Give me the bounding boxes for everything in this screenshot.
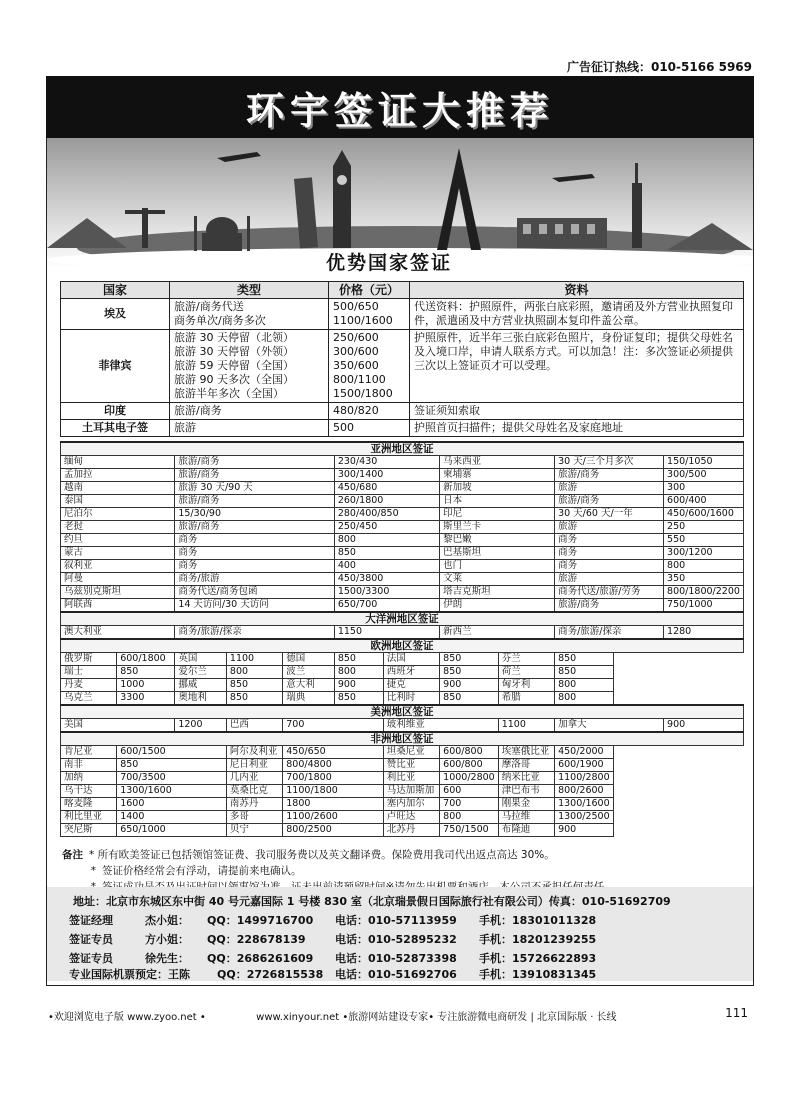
table-cell: 商务/旅游/探亲 — [555, 626, 664, 640]
table-cell: 850 — [440, 666, 499, 679]
table-row — [61, 508, 744, 521]
type-line: 旅游半年多次（全国） — [174, 387, 284, 400]
table-cell: 俄罗斯 — [61, 653, 117, 666]
price-line: 350/600 — [333, 359, 379, 372]
table-cell: 加纳 — [61, 772, 117, 785]
table-cell: 550 — [664, 534, 744, 547]
table-row — [61, 495, 744, 508]
table-row — [61, 469, 744, 482]
table-cell: 商务 — [175, 547, 335, 560]
table-cell: 英国 — [175, 653, 227, 666]
table-cell: 埃塞俄比亚 — [498, 746, 554, 759]
table-cell: 乌克兰 — [61, 692, 117, 706]
table-cell: 600/800 — [440, 759, 499, 772]
table-cell: 阿联酋 — [61, 599, 175, 613]
table-row — [61, 403, 744, 420]
table-cell: 南苏丹 — [226, 798, 282, 811]
table-cell: 赞比亚 — [383, 759, 439, 772]
table-cell: 巴西 — [226, 719, 282, 733]
table-cell: 贝宁 — [226, 824, 282, 837]
table-cell: 850 — [440, 653, 499, 666]
table-cell: 250/450 — [334, 521, 439, 534]
table-cell: 3300 — [117, 692, 175, 706]
table-cell: 瑞典 — [283, 692, 335, 706]
table-cell: 马拉维 — [498, 811, 554, 824]
table-row — [61, 679, 744, 692]
table-cell: 多哥 — [226, 811, 282, 824]
table-cell: 旅游 — [555, 521, 664, 534]
table-cell: 750/1500 — [440, 824, 499, 837]
contact-row — [69, 912, 596, 928]
table-cell: 波兰 — [283, 666, 335, 679]
table-cell: 乌干达 — [61, 785, 117, 798]
price-cell: 480/820 — [329, 403, 410, 420]
table-cell: 利比亚 — [383, 772, 439, 785]
contact-row — [69, 950, 596, 966]
table-cell: 800 — [555, 679, 614, 692]
table-row — [61, 521, 744, 534]
table-cell: 几内亚 — [226, 772, 282, 785]
header-info: 资料 — [410, 282, 744, 299]
country-cell: 菲律宾 — [61, 330, 170, 403]
table-cell: 旅游/商务 — [555, 495, 664, 508]
price-line: 250/600 — [333, 331, 379, 344]
table-cell: 1100/1800 — [283, 785, 384, 798]
table-row — [61, 759, 744, 772]
table-cell: 900 — [555, 824, 614, 837]
table-row — [61, 653, 744, 666]
table-cell: 旅游/商务 — [175, 521, 335, 534]
table-cell: 商务/旅游/探亲 — [175, 626, 335, 640]
table-cell: 津巴布韦 — [498, 785, 554, 798]
table-cell: 新西兰 — [440, 626, 555, 640]
type-line: 旅游 30 天停留（外领） — [174, 345, 294, 358]
table-cell: 芬兰 — [498, 653, 554, 666]
contact-mobile: 手机：13910831345 — [479, 968, 597, 981]
table-cell: 旅游 30 天/90 天 — [175, 482, 335, 495]
type-line: 旅游 59 天停留（全国） — [174, 359, 294, 372]
table-cell: 老挝 — [61, 521, 175, 534]
table-cell: 塔吉克斯坦 — [440, 586, 555, 599]
table-cell: 1100 — [226, 653, 282, 666]
table-cell: 蒙古 — [61, 547, 175, 560]
table-cell: 750/1000 — [664, 599, 744, 613]
type-line: 旅游 30 天停留（北领） — [174, 331, 294, 344]
contact-tel: 电话：010-51692706 — [335, 968, 457, 981]
table-cell: 800 — [334, 666, 383, 679]
table-cell: 卢旺达 — [383, 811, 439, 824]
table-cell: 15/30/90 — [175, 508, 335, 521]
table-cell: 400 — [334, 560, 439, 573]
table-row — [61, 666, 744, 679]
table-cell: 1300/1600 — [117, 785, 227, 798]
table-cell: 法国 — [383, 653, 439, 666]
table-cell: 旅游 — [555, 573, 664, 586]
table-cell: 肯尼亚 — [61, 746, 117, 759]
table-row — [61, 692, 744, 706]
table-cell: 850 — [117, 666, 175, 679]
contact-tel: 电话：010-52895232 — [335, 933, 457, 946]
section-title: 优势国家签证 — [326, 252, 453, 274]
country-cell: 土耳其电子签 — [61, 420, 170, 437]
type-line: 商务单次/商务多次 — [174, 314, 266, 327]
banner-title: 环宇签证大推荐 — [245, 88, 554, 133]
table-cell: 900 — [664, 719, 744, 733]
table-cell: 爱尔兰 — [175, 666, 227, 679]
contact-mobile: 手机：18201239255 — [479, 933, 597, 946]
ticket-label: 专业国际机票预定：王陈 — [69, 968, 190, 981]
table-cell: 800/2500 — [283, 824, 384, 837]
table-cell: 850 — [334, 547, 439, 560]
table-cell: 1300/1600 — [555, 798, 614, 811]
table-cell: 1100 — [498, 719, 554, 733]
table-cell: 1100/2800 — [555, 772, 614, 785]
table-cell: 马来西亚 — [440, 456, 555, 469]
table-cell: 日本 — [440, 495, 555, 508]
region-title: 亚洲地区签证 — [61, 442, 744, 456]
table-cell: 缅甸 — [61, 456, 175, 469]
price-line: 800/1100 — [333, 373, 386, 386]
note-star: * — [90, 865, 96, 877]
contact-name: 杰小姐： — [145, 914, 189, 927]
table-cell: 意大利 — [283, 679, 335, 692]
note-star: * — [89, 849, 95, 861]
table-cell: 700/1800 — [283, 772, 384, 785]
table-cell: 旅游/商务 — [555, 599, 664, 613]
table-cell: 旅游/商务 — [175, 469, 335, 482]
table-cell: 刚果金 — [498, 798, 554, 811]
table-cell: 商务 — [555, 534, 664, 547]
contact-mobile: 手机：15726622893 — [479, 952, 597, 965]
page-number: 111 — [725, 1006, 748, 1020]
table-cell: 孟加拉 — [61, 469, 175, 482]
table-cell: 1000/2800 — [440, 772, 499, 785]
region-title: 大洋洲地区签证 — [61, 612, 744, 626]
contact-qq: QQ：2726815538 — [217, 968, 324, 981]
table-row — [61, 785, 744, 798]
table-cell: 1300/2500 — [555, 811, 614, 824]
table-cell: 阿尔及利亚 — [226, 746, 282, 759]
price-line: 500/650 — [333, 300, 379, 313]
table-cell: 600/400 — [664, 495, 744, 508]
contact-tel: 电话：010-52873398 — [335, 952, 457, 965]
table-cell: 巴基斯坦 — [440, 547, 555, 560]
table-cell: 450/600/1600 — [664, 508, 744, 521]
note-text: 所有欧美签证已包括领馆签证费、我司服务费以及英文翻译费。保险费用我司代出返点高达 30%。 — [97, 849, 555, 861]
table-row — [61, 599, 744, 613]
contact-role: 签证专员 — [69, 933, 113, 946]
footer-middle: www.xinyour.net •旅游网站建设专家• 专注旅游微电商研发 | 北京国际版 · 长线 — [256, 1012, 617, 1023]
table-cell: 800 — [226, 666, 282, 679]
table-cell: 旅游/商务 — [175, 495, 335, 508]
table-cell: 850 — [226, 692, 282, 706]
region-title: 欧洲地区签证 — [61, 639, 744, 653]
table-cell: 尼泊尔 — [61, 508, 175, 521]
table-cell: 700/3500 — [117, 772, 227, 785]
regional-visa-table — [60, 441, 744, 837]
table-cell: 伊朗 — [440, 599, 555, 613]
contact-mobile: 手机：18301011328 — [479, 914, 597, 927]
table-row — [61, 299, 744, 330]
note-line — [62, 847, 604, 863]
table-row — [61, 586, 744, 599]
table-cell: 650/700 — [334, 599, 439, 613]
table-cell: 商务 — [555, 560, 664, 573]
contact-address: 地址：北京市东城区东中街 40 号元嘉国际 1 号楼 830 室（北京瑞景假日国际旅行社有限公司）传真：010-51692709 — [73, 895, 671, 908]
table-cell: 旅游/商务 — [175, 456, 335, 469]
table-cell: 300/500 — [664, 469, 744, 482]
table-cell: 1500/3300 — [334, 586, 439, 599]
contact-name: 方小姐： — [145, 933, 189, 946]
header-type: 类型 — [170, 282, 329, 299]
table-cell: 喀麦隆 — [61, 798, 117, 811]
table-cell: 塞内加尔 — [383, 798, 439, 811]
table-cell: 900 — [334, 679, 383, 692]
table-cell: 利比里亚 — [61, 811, 117, 824]
table-row — [61, 811, 744, 824]
table-cell: 30 天/60 天/一年 — [555, 508, 664, 521]
table-row — [61, 798, 744, 811]
table-cell: 阿曼 — [61, 573, 175, 586]
table-cell: 加拿大 — [555, 719, 664, 733]
table-cell: 挪威 — [175, 679, 227, 692]
table-cell: 850 — [226, 679, 282, 692]
table-cell: 柬埔寨 — [440, 469, 555, 482]
table-cell: 1150 — [334, 626, 439, 640]
table-cell: 商务 — [555, 547, 664, 560]
table-cell: 商务/旅游 — [175, 573, 335, 586]
table-cell: 莫桑比克 — [226, 785, 282, 798]
info-cell: 签证须知索取 — [410, 403, 744, 420]
table-row — [61, 746, 744, 759]
table-cell: 900 — [440, 679, 499, 692]
table-cell: 450/3800 — [334, 573, 439, 586]
table-cell: 德国 — [283, 653, 335, 666]
table-row — [61, 534, 744, 547]
region-header-row — [61, 705, 744, 719]
contact-row — [69, 966, 596, 982]
table-row — [61, 547, 744, 560]
table-cell: 商务 — [175, 560, 335, 573]
table-cell: 300/1200 — [664, 547, 744, 560]
table-cell: 450/680 — [334, 482, 439, 495]
price-cell — [329, 330, 410, 403]
contact-name: 徐先生： — [145, 952, 189, 965]
region-header-row — [61, 442, 744, 456]
table-cell: 比利时 — [383, 692, 439, 706]
table-cell: 850 — [440, 692, 499, 706]
table-cell: 600 — [440, 785, 499, 798]
info-cell: 护照首页扫描件；提供父母姓名及家庭地址 — [410, 420, 744, 437]
table-cell: 650/1000 — [117, 824, 227, 837]
table-cell: 300/1400 — [334, 469, 439, 482]
table-cell: 1000 — [117, 679, 175, 692]
ad-hotline: 广告征订热线：010-5166 5969 — [566, 60, 752, 74]
table-cell: 1280 — [664, 626, 744, 640]
table-cell: 希腊 — [498, 692, 554, 706]
table-cell: 300 — [664, 482, 744, 495]
table-row — [61, 573, 744, 586]
note-text: 签证价格经常会有浮动，请提前来电确认。 — [102, 865, 302, 877]
table-row — [61, 330, 744, 403]
table-cell: 美国 — [61, 719, 175, 733]
contact-role: 签证经理 — [69, 914, 113, 927]
contact-tel: 电话：010-57113959 — [335, 914, 457, 927]
notes-label: 备注 — [62, 849, 83, 861]
table-cell: 丹麦 — [61, 679, 117, 692]
table-cell: 800/1800/2200 — [664, 586, 744, 599]
price-line: 300/600 — [333, 345, 379, 358]
table-cell: 泰国 — [61, 495, 175, 508]
region-header-row — [61, 612, 744, 626]
table-cell: 800 — [440, 811, 499, 824]
table-cell: 850 — [555, 653, 614, 666]
table-cell: 黎巴嫩 — [440, 534, 555, 547]
table-cell: 荷兰 — [498, 666, 554, 679]
table-cell: 1600 — [117, 798, 227, 811]
type-line: 旅游/商务代送 — [174, 300, 244, 313]
table-cell: 瑞士 — [61, 666, 117, 679]
table-cell: 30 天/三个月多次 — [555, 456, 664, 469]
table-cell: 澳大利亚 — [61, 626, 175, 640]
table-cell: 奥地利 — [175, 692, 227, 706]
table-cell: 800/2600 — [555, 785, 614, 798]
type-cell: 旅游 — [170, 420, 329, 437]
table-cell: 850 — [334, 653, 383, 666]
table-cell: 玻利维亚 — [383, 719, 498, 733]
table-cell: 600/1900 — [555, 759, 614, 772]
price-line: 1500/1800 — [333, 387, 393, 400]
table-row — [61, 456, 744, 469]
price-cell — [329, 299, 410, 330]
region-title: 美洲地区签证 — [61, 705, 744, 719]
table-cell: 新加坡 — [440, 482, 555, 495]
table-row — [61, 420, 744, 437]
table-cell: 800 — [334, 534, 439, 547]
region-title: 非洲地区签证 — [61, 732, 744, 746]
table-cell: 也门 — [440, 560, 555, 573]
table-cell: 1200 — [175, 719, 227, 733]
table-cell: 北苏丹 — [383, 824, 439, 837]
table-row — [61, 482, 744, 495]
contact-box — [47, 887, 753, 981]
table-cell: 叙利亚 — [61, 560, 175, 573]
table-cell: 230/430 — [334, 456, 439, 469]
table-cell: 1800 — [283, 798, 384, 811]
table-cell: 800 — [555, 692, 614, 706]
table-cell: 商务 — [175, 534, 335, 547]
table-cell: 摩洛哥 — [498, 759, 554, 772]
table-cell: 700 — [283, 719, 384, 733]
header-country: 国家 — [61, 282, 170, 299]
table-row — [61, 824, 744, 837]
table-cell: 越南 — [61, 482, 175, 495]
region-header-row — [61, 639, 744, 653]
table-cell: 1100/2600 — [283, 811, 384, 824]
table-cell: 450/2000 — [555, 746, 614, 759]
banner — [46, 76, 754, 138]
table-cell: 600/800 — [440, 746, 499, 759]
table-cell: 850 — [555, 666, 614, 679]
table-row — [61, 772, 744, 785]
table-cell: 南非 — [61, 759, 117, 772]
table-cell: 250 — [664, 521, 744, 534]
table-cell: 商务代送/旅游/劳务 — [555, 586, 664, 599]
table-cell: 斯里兰卡 — [440, 521, 555, 534]
footer — [48, 1008, 756, 1023]
table-row — [61, 719, 744, 733]
table-row — [61, 560, 744, 573]
header-price: 价格（元） — [329, 282, 410, 299]
table-cell: 850 — [117, 759, 227, 772]
contact-row — [69, 931, 596, 947]
table-cell: 旅游/商务 — [555, 469, 664, 482]
table-cell: 450/650 — [283, 746, 384, 759]
table-cell: 260/1800 — [334, 495, 439, 508]
featured-header-row — [61, 282, 744, 299]
table-cell: 马达加斯加 — [383, 785, 439, 798]
region-header-row — [61, 732, 744, 746]
table-cell: 1400 — [117, 811, 227, 824]
table-cell: 800 — [664, 560, 744, 573]
table-cell: 700 — [440, 798, 499, 811]
table-cell: 14 天访问/30 天访问 — [175, 599, 335, 613]
table-cell: 坦桑尼亚 — [383, 746, 439, 759]
table-cell: 800/4800 — [283, 759, 384, 772]
table-cell: 850 — [334, 692, 383, 706]
table-cell: 捷克 — [383, 679, 439, 692]
table-cell: 匈牙利 — [498, 679, 554, 692]
type-cell — [170, 299, 329, 330]
table-cell: 约旦 — [61, 534, 175, 547]
table-cell: 旅游 — [555, 482, 664, 495]
table-cell: 突尼斯 — [61, 824, 117, 837]
type-cell: 旅游/商务 — [170, 403, 329, 420]
table-cell: 西班牙 — [383, 666, 439, 679]
table-cell: 文莱 — [440, 573, 555, 586]
table-cell: 280/400/850 — [334, 508, 439, 521]
table-row — [61, 626, 744, 640]
table-cell: 乌兹别克斯坦 — [61, 586, 175, 599]
featured-visa-table — [60, 281, 744, 437]
table-cell: 350 — [664, 573, 744, 586]
note-line — [62, 863, 604, 879]
contact-role: 签证专员 — [69, 952, 113, 965]
table-cell: 600/1800 — [117, 653, 175, 666]
table-cell: 150/1050 — [664, 456, 744, 469]
country-cell: 埃及 — [61, 299, 170, 330]
country-cell: 印度 — [61, 403, 170, 420]
price-cell: 500 — [329, 420, 410, 437]
table-cell: 尼日利亚 — [226, 759, 282, 772]
contact-qq: QQ：1499716700 — [207, 914, 314, 927]
contact-qq: QQ：2686261609 — [207, 952, 314, 965]
type-cell — [170, 330, 329, 403]
table-cell: 600/1500 — [117, 746, 227, 759]
info-cell: 代送资料：护照原件，两张白底彩照，邀请函及外方营业执照复印件，派遣函及中方营业执照副本复印件盖公章。 — [410, 299, 744, 330]
type-line: 旅游 90 天多次（全国） — [174, 373, 294, 386]
table-cell: 商务代送/商务包函 — [175, 586, 335, 599]
table-cell: 布隆迪 — [498, 824, 554, 837]
contact-qq: QQ：228678139 — [207, 933, 306, 946]
table-cell: 印尼 — [440, 508, 555, 521]
info-cell: 护照原件，近半年三张白底彩色照片，身份证复印；提供父母姓名及入境口岸，申请人联系方式。可以加急！注：多次签证必须提供三次以上签证页才可以受理。 — [410, 330, 744, 403]
table-cell: 纳米比亚 — [498, 772, 554, 785]
footer-left[interactable]: •欢迎浏览电子版 www.zyoo.net • — [48, 1012, 206, 1023]
price-line: 1100/1600 — [333, 314, 393, 327]
